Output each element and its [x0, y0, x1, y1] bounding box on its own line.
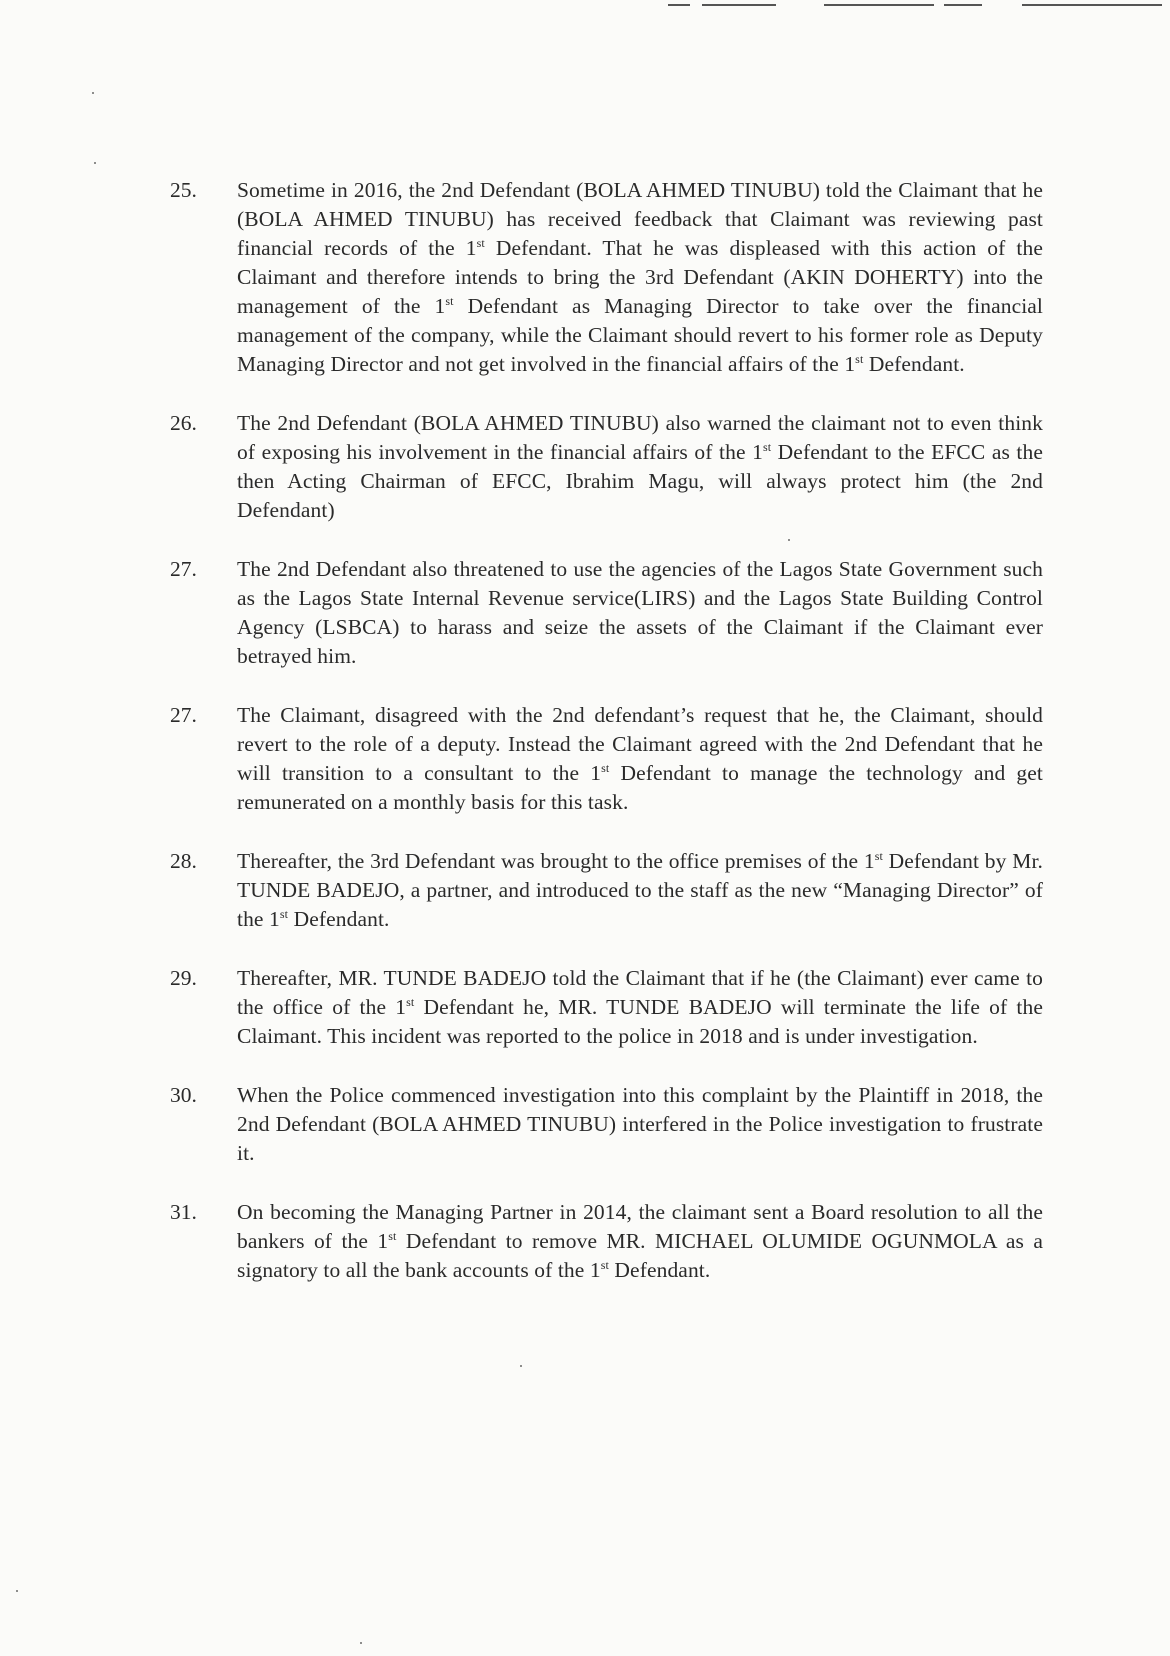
paragraph-number: 27. — [170, 557, 197, 581]
paragraph-number: 28. — [170, 849, 197, 873]
scan-line — [824, 4, 934, 6]
ordinal-superscript: st — [762, 439, 772, 454]
ordinal-superscript: st — [476, 235, 485, 250]
numbered-paragraph — [0, 964, 1170, 1051]
text-run: The 2nd Defendant also threatened to use the agencies of the Lagos State Government such as the Lagos State Internal Revenue service(LIRS) and the Lagos State Building Control Agency (LSBCA) to harass and seize the assets of the Claimant if the Claimant ever betrayed him. — [237, 557, 1043, 668]
ordinal-superscript: st — [600, 1257, 609, 1272]
scan-line — [1022, 4, 1162, 6]
scan-speck — [94, 162, 96, 164]
paragraph-text — [237, 964, 1043, 1051]
scan-line — [702, 4, 776, 6]
paragraph-number: 27. — [170, 703, 197, 727]
scan-speck — [92, 92, 94, 94]
paragraph-text — [237, 555, 1043, 671]
scan-speck — [360, 1642, 362, 1644]
text-run: Defendant to the EFCC as the then Acting Chairman of EFCC, Ibrahim Magu, will always protect him (the 2nd Defendant) — [237, 440, 1044, 522]
paragraph-text — [237, 847, 1043, 934]
document-body — [0, 176, 1170, 1315]
numbered-paragraph — [0, 176, 1170, 379]
numbered-paragraph — [0, 409, 1170, 525]
ordinal-superscript: st — [388, 1228, 397, 1243]
numbered-paragraph — [0, 701, 1170, 817]
text-run: The Claimant, disagreed with the 2nd defendant’s request that he, the Claimant, should revert to the role of a deputy. Instead the Claimant agreed with the 2nd Defendant that he will transition to a consultant to the 1 — [237, 703, 1043, 785]
paragraph-text — [237, 701, 1043, 817]
scan-line — [668, 4, 690, 6]
text-run: Thereafter, MR. TUNDE BADEJO told the Claimant that if he (the Claimant) ever came to the office of the 1 — [237, 966, 1043, 1019]
ordinal-superscript: st — [279, 906, 289, 921]
numbered-paragraph — [0, 1081, 1170, 1168]
scan-speck — [16, 1590, 18, 1592]
text-run: On becoming the Managing Partner in 2014, the claimant sent a Board resolution to all the bankers of the 1 — [237, 1200, 1043, 1253]
numbered-paragraph — [0, 555, 1170, 671]
ordinal-superscript: st — [601, 760, 610, 775]
ordinal-superscript: st — [874, 848, 883, 863]
ordinal-superscript: st — [855, 351, 864, 366]
paragraph-number: 30. — [170, 1083, 197, 1107]
paragraph-number: 29. — [170, 966, 197, 990]
text-run: Defendant. That he was displeased with this action of the Claimant and therefore intends to bring the 3rd Defendant (AKIN DOHERTY) into the management of the 1 — [237, 236, 1043, 318]
text-run: Defendant he, MR. TUNDE BADEJO will terminate the life of the Claimant. This incident was reported to the police in 2018 and is under investigation. — [237, 995, 1043, 1048]
text-run: Defendant as Managing Director to take over the financial management of the company, while the Claimant should revert to his former role as Deputy Managing Director and not get involved in the financial affairs of the 1 — [237, 294, 1044, 376]
text-run: Defendant. — [863, 352, 965, 376]
paragraph-text — [237, 1198, 1043, 1285]
text-run: Defendant to remove MR. MICHAEL OLUMIDE OGUNMOLA as a signatory to all the bank accounts of the 1 — [237, 1229, 1043, 1282]
scan-speck — [520, 1365, 522, 1367]
paragraph-number: 25. — [170, 178, 197, 202]
text-run: Defendant by Mr. TUNDE BADEJO, a partner, and introduced to the staff as the new “Managing Director” of the 1 — [237, 849, 1044, 931]
paragraph-text — [237, 176, 1043, 379]
paragraph-number: 31. — [170, 1200, 197, 1224]
numbered-paragraph — [0, 847, 1170, 934]
paragraph-text — [237, 1081, 1043, 1168]
text-run: Thereafter, the 3rd Defendant was brought to the office premises of the 1 — [237, 849, 875, 873]
paragraph-number: 26. — [170, 411, 197, 435]
ordinal-superscript: st — [445, 293, 454, 308]
ordinal-superscript: st — [406, 994, 415, 1009]
text-run: Defendant. — [288, 907, 390, 931]
scan-artifact-lines — [0, 0, 1170, 12]
text-run: When the Police commenced investigation into this complaint by the Plaintiff in 2018, the 2nd Defendant (BOLA AHMED TINUBU) interfered in the Police investigation to frustrate it. — [237, 1083, 1043, 1165]
paragraph-text — [237, 409, 1043, 525]
text-run: The 2nd Defendant (BOLA AHMED TINUBU) also warned the claimant not to even think of exposing his involvement in the financial affairs of the 1 — [237, 411, 1043, 464]
text-run: Sometime in 2016, the 2nd Defendant (BOLA AHMED TINUBU) told the Claimant that he (BOLA AHMED TINUBU) has received feedback that Claimant was reviewing past financial records of the 1 — [237, 178, 1043, 260]
text-run: Defendant to manage the technology and get remunerated on a monthly basis for this task. — [237, 761, 1043, 814]
numbered-paragraph — [0, 1198, 1170, 1285]
text-run: Defendant. — [608, 1258, 711, 1282]
scan-line — [944, 4, 982, 6]
